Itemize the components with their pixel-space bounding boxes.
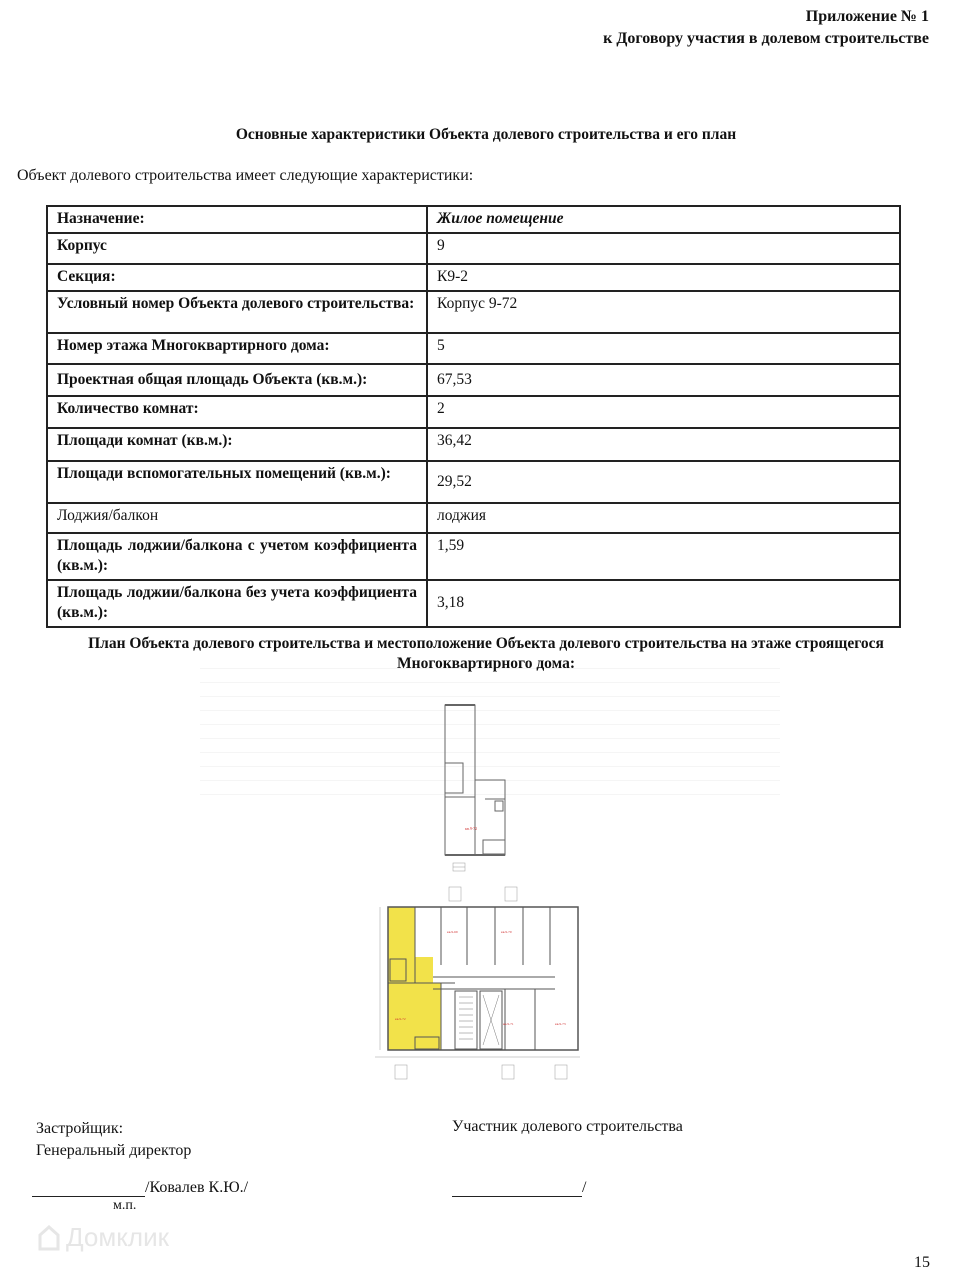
developer-role: Генеральный директор	[36, 1142, 192, 1159]
section-title: Основные характеристики Объекта долевого строительства и его план	[235, 126, 737, 143]
spec-label: Назначение:	[47, 206, 427, 233]
svg-text:кв.9-72: кв.9-72	[395, 1017, 406, 1021]
spec-value: 2	[427, 396, 900, 428]
svg-text:кв.9-73: кв.9-73	[555, 1022, 566, 1026]
table-row	[47, 580, 900, 627]
signature-blank	[452, 1178, 582, 1197]
plan-loggia	[483, 840, 505, 854]
watermark-text: Домклик	[66, 1222, 169, 1252]
table-row	[47, 233, 900, 264]
stamp-place: м.п.	[113, 1198, 137, 1213]
spec-value: 67,53	[427, 364, 900, 396]
table-row	[47, 333, 900, 364]
plan-wall-outline	[475, 780, 505, 855]
spec-label: Условный номер Объекта долевого строительства:	[47, 291, 427, 333]
table-row	[47, 428, 900, 461]
appendix-title: Приложение № 1	[805, 8, 929, 25]
spec-label: Секция:	[47, 264, 427, 291]
spec-label: Корпус	[47, 233, 427, 264]
spec-label: Проектная общая площадь Объекта (кв.м.):	[47, 364, 427, 396]
appendix-subtitle: к Договору участия в долевом строительстве	[603, 30, 929, 47]
specs-table	[46, 205, 901, 628]
spec-value: лоджия	[427, 503, 900, 533]
svg-text:кв.9-70: кв.9-70	[501, 930, 512, 934]
table-row	[47, 206, 900, 233]
spec-value: 5	[427, 333, 900, 364]
floor-plan	[355, 885, 595, 1085]
signature-blank	[32, 1178, 145, 1197]
apartment-plan	[405, 700, 535, 880]
page-number: 15	[914, 1254, 930, 1271]
spec-value: К9-2	[427, 264, 900, 291]
participant-label: Участник долевого строительства	[452, 1118, 683, 1135]
developer-label: Застройщик:	[36, 1120, 124, 1137]
spec-label: Площадь лоджии/балкона без учета коэффициента (кв.м.):	[47, 580, 427, 627]
table-row	[47, 461, 900, 503]
table-row	[47, 364, 900, 396]
table-row	[47, 264, 900, 291]
table-row	[47, 533, 900, 580]
plan-wall-outline	[445, 705, 478, 855]
table-row	[47, 396, 900, 428]
appendix-header	[603, 6, 929, 50]
spec-label: Количество комнат:	[47, 396, 427, 428]
participant-slash: /	[582, 1179, 587, 1196]
plan-unit-label: кв.9-72	[465, 826, 478, 831]
table-row	[47, 291, 900, 333]
spec-value: 3,18	[427, 580, 900, 627]
spec-label: Лоджия/балкон	[47, 503, 427, 533]
house-icon	[38, 1225, 60, 1251]
spec-label: Площадь лоджии/балкона с учетом коэффициента (кв.м.):	[47, 533, 427, 580]
spec-label: Площади вспомогательных помещений (кв.м.):	[47, 461, 427, 503]
developer-name: /Ковалев К.Ю./	[145, 1179, 249, 1196]
developer-signature-line	[32, 1178, 248, 1197]
svg-text:кв.9-71: кв.9-71	[503, 1022, 514, 1026]
intro-text: Объект долевого строительства имеет следующие характеристики:	[17, 167, 474, 184]
spec-value: Корпус 9-72	[427, 291, 900, 333]
developer-signature-block	[36, 1118, 191, 1162]
spec-value: 9	[427, 233, 900, 264]
svg-text:кв.9-69: кв.9-69	[447, 930, 458, 934]
plan-bathroom	[445, 763, 463, 793]
domclick-watermark	[38, 1222, 169, 1253]
plan-title-line2: Многоквартирного дома:	[397, 655, 575, 672]
spec-value: 36,42	[427, 428, 900, 461]
plan-title-line1: План Объекта долевого строительства и местоположение Объекта долевого строительства на этаже строящегося	[88, 635, 884, 652]
participant-signature-line	[452, 1178, 586, 1197]
stairwell	[459, 995, 499, 1045]
spec-value: 29,52	[427, 461, 900, 503]
spec-value: Жилое помещение	[427, 206, 900, 233]
spec-label: Номер этажа Многоквартирного дома:	[47, 333, 427, 364]
spec-label: Площади комнат (кв.м.):	[47, 428, 427, 461]
table-row	[47, 503, 900, 533]
spec-value: 1,59	[427, 533, 900, 580]
